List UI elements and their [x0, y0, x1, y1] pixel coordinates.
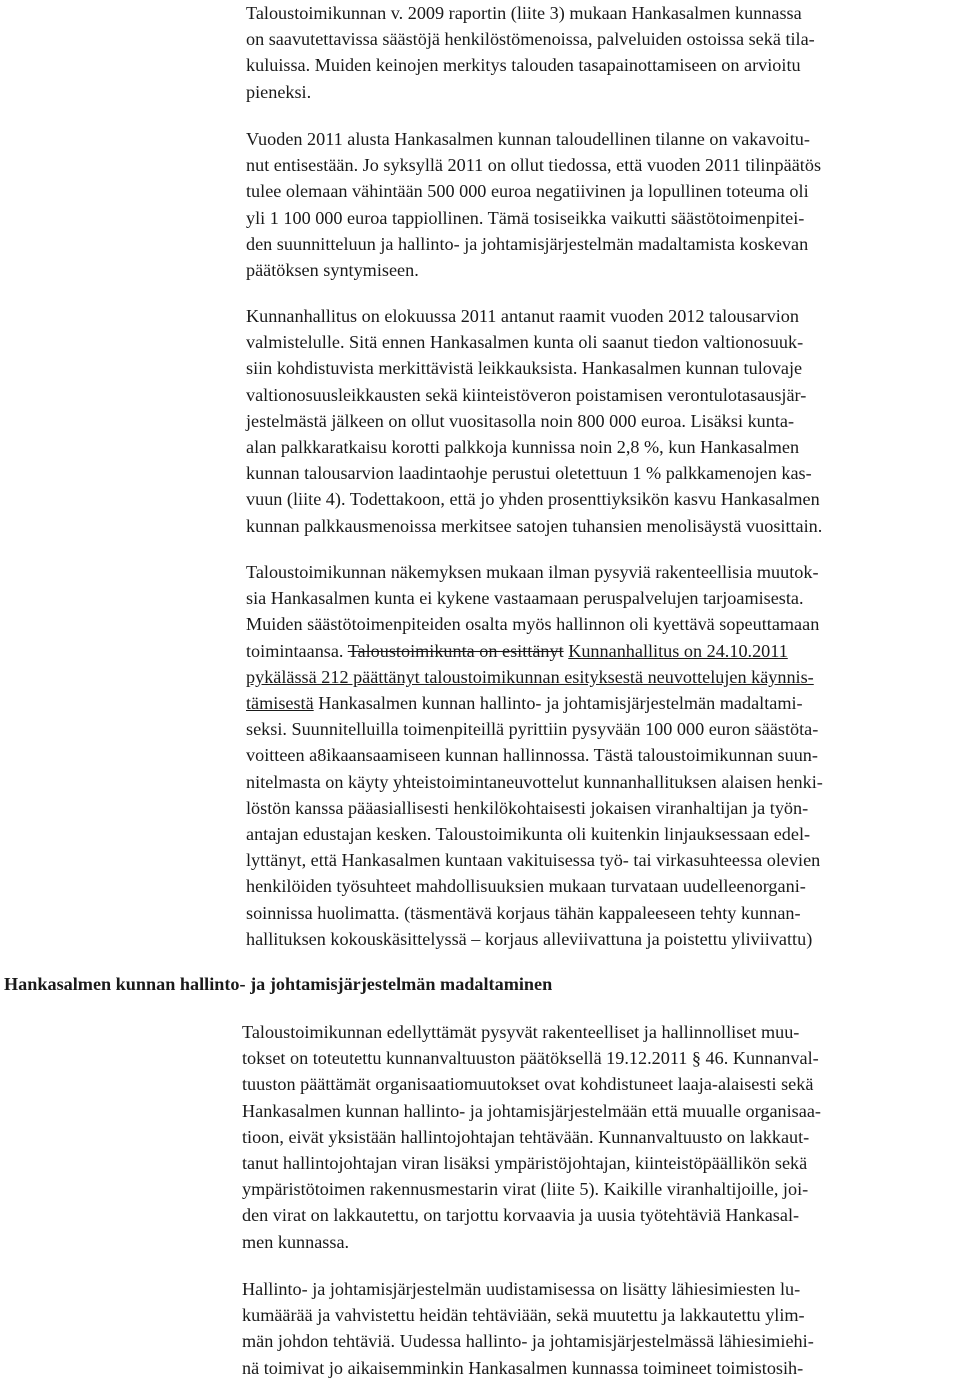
struck-through-text: Taloustoimikunta on esittänyt [347, 640, 564, 661]
text-line: soinnissa huolimatta. (täsmentävä korjaus tähän kappaleeseen tehty kunnan- [246, 902, 801, 923]
plain-text: toimintaansa. [246, 640, 348, 661]
text-line: on saavutettavissa säästöjä henkilöstömenoissa, palveluiden ostoissa sekä tila- [246, 29, 815, 50]
paragraph-organisational-changes [242, 1019, 821, 1255]
text-line: Taloustoimikunnan v. 2009 raportin (liite 3) mukaan Hankasalmen kunnassa [246, 3, 802, 23]
text-line: kunnan palkkausmenoissa merkitsee satojen tuhansien menolisäystä vuosittain. [246, 515, 823, 536]
underlined-text: Kunnanhallitus on 24.10.2011 [568, 640, 788, 661]
text-line: nitelmasta on käyty yhteistoimintaneuvottelut kunnanhallituksen alaisen henki- [246, 771, 823, 792]
text-line: vuun (liite 4). Todettakoon, että jo yhden prosenttiyksikön kasvu Hankasalmen [246, 489, 820, 510]
text-line: pieneksi. [246, 81, 312, 102]
section-heading: Hankasalmen kunnan hallinto- ja johtamisjärjestelmän madaltaminen [4, 974, 553, 994]
text-line: den suunnitteluun ja hallinto- ja johtamisjärjestelmän madaltamista koskevan [246, 233, 809, 254]
plain-text: Hankasalmen kunnan hallinto- ja johtamisjärjestelmän madaltami- [313, 693, 803, 714]
text-line: Hallinto- ja johtamisjärjestelmän uudistamisessa on lisätty lähiesimiesten lu- [242, 1279, 801, 1299]
text-line: sia Hankasalmen kunta ei kykene vastaamaan peruspalvelujen tarjoamisesta. [246, 588, 804, 609]
text-line: kunnan talousarvion laadintaohje perustui oletettuun 1 % palkkamenojen kas- [246, 463, 812, 484]
paragraph-budget-framework [246, 303, 822, 539]
paragraph-management-reform [242, 1276, 814, 1381]
text-line: Hankasalmen kunnan hallinto- ja johtamisjärjestelmään että muualle organisaa- [242, 1100, 821, 1121]
text-line: kumäärää ja vahvistettu heidän tehtäviään, sekä muutettu ja lakkautettu ylim- [242, 1305, 805, 1326]
text-line: tanut hallintojohtajan viran lisäksi ympäristöjohtajan, kiinteistöpäällikön sekä [242, 1153, 808, 1174]
text-line: den virat on lakkautettu, on tarjottu korvaavia ja uusia työtehtäviä Hankasal- [242, 1205, 800, 1226]
underlined-text-line: pykälässä 212 päättänyt taloustoimikunnan esityksestä neuvottelujen käynnis- [246, 666, 814, 687]
text-line: men kunnassa. [242, 1231, 350, 1252]
text-line: seksi. Suunnitelluilla toimenpiteillä pyrittiin pysyvään 100 000 euron säästöta- [246, 719, 819, 740]
text-line: löstön kanssa pääasiallisesti henkilökohtaisesti jokaisen viranhaltijan ja työn- [246, 797, 809, 818]
text-line: antajan edustajan kesken. Taloustoimikunta oli kuitenkin linjauksessaan edel- [246, 824, 811, 845]
text-line: Vuoden 2011 alusta Hankasalmen kunnan taloudellinen tilanne on vakavoitu- [246, 129, 810, 149]
text-line: päätöksen syntymiseen. [246, 260, 419, 281]
text-line: voitteen a8ikaansaamiseen kunnan hallinnossa. Tästä taloustoimikunnan suun- [246, 745, 818, 766]
text-line-with-edits [246, 638, 823, 664]
text-line: jestelmästä jälkeen on ollut vuositasolla noin 800 000 euroa. Lisäksi kunta- [246, 410, 795, 431]
text-line: valmistelulle. Sitä ennen Hankasalmen kunta oli saanut tiedon valtionosuuk- [246, 332, 804, 353]
text-line: Taloustoimikunnan näkemyksen mukaan ilman pysyviä rakenteellisia muutok- [246, 562, 819, 582]
text-line: kuluissa. Muiden keinojen merkitys talouden tasapainottamiseen on arvioitu [246, 55, 801, 76]
paragraph-cost-savings [246, 0, 815, 105]
text-line: nä toimivat jo aikaisemminkin Hankasalmen kunnassa toimineet toimistosih- [242, 1357, 804, 1378]
text-line-with-edits [246, 690, 823, 716]
text-line: Muiden säästötoimenpiteiden osalta myös hallinnon oli kyettävä sopeuttamaan [246, 614, 820, 635]
text-line: Kunnanhallitus on elokuussa 2011 antanut raamit vuoden 2012 talousarvion [246, 306, 799, 326]
text-line: tioon, eivät yksistään hallintojohtajan tehtävään. Kunnanvaltuusto on lakkaut- [242, 1126, 810, 1147]
text-line: valtionosuusleikkausten sekä kiinteistöveron poistamisen verontulotasausjär- [246, 384, 807, 405]
text-line: siin kohdistuvista merkittävistä leikkauksista. Hankasalmen kunnan tulovaje [246, 358, 803, 379]
underlined-text: tämisestä [246, 693, 314, 714]
text-line: alan palkkaratkaisu korotti palkkoja kunnissa noin 2,8 %, kun Hankasalmen [246, 437, 800, 458]
text-line: Taloustoimikunnan edellyttämät pysyvät rakenteelliset ja hallinnolliset muu- [242, 1022, 800, 1042]
text-line: tulee olemaan vähintään 500 000 euroa negatiivinen ja lopullinen toteuma oli [246, 181, 809, 202]
text-line: ympäristötoimen rakennusmestarin virat (liite 5). Kaikille viranhaltijoille, joi- [242, 1179, 809, 1200]
text-line: henkilöiden työsuhteet mahdollisuuksien mukaan turvataan uudelleenorgani- [246, 876, 806, 897]
text-line: lyttänyt, että Hankasalmen kuntaan vakituisessa työ- tai virkasuhteessa olevien [246, 850, 821, 871]
text-line: tokset on toteutettu kunnanvaltuuston päätöksellä 19.12.2011 § 46. Kunnanval- [242, 1048, 819, 1069]
text-line: tuuston päättämät organisaatiomuutokset ovat kohdistuneet laaja-alaisesti sekä [242, 1074, 814, 1095]
text-line: män johdon tehtäviä. Uudessa hallinto- ja johtamisjärjestelmässä lähiesimiehi- [242, 1331, 814, 1352]
paragraph-financial-situation [246, 126, 821, 283]
text-line: nut entisestään. Jo syksyllä 2011 on ollut tiedossa, että vuoden 2011 tilinpäätös [246, 155, 822, 176]
paragraph-structural-changes [246, 559, 823, 952]
text-line: hallituksen kokouskäsittelyssä – korjaus alleviivattuna ja poistettu yliviivattu) [246, 928, 813, 949]
text-line: yli 1 100 000 euroa tappiollinen. Tämä tosiseikka vaikutti säästötoimenpitei- [246, 207, 805, 228]
